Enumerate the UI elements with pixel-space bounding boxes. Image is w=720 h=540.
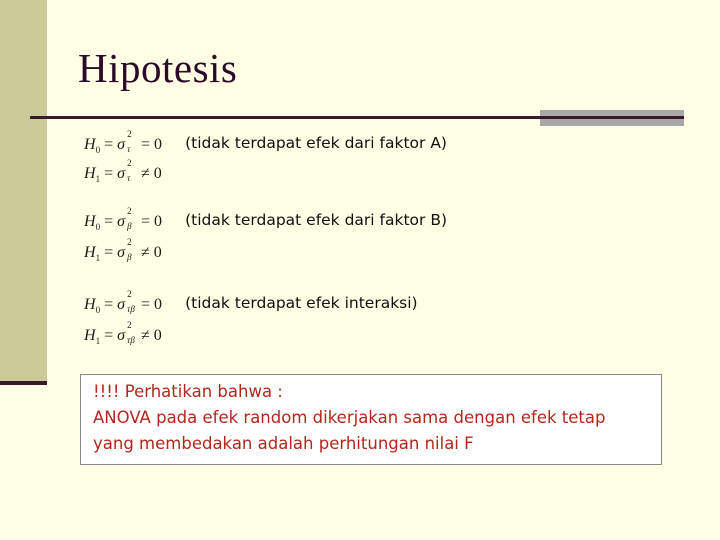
h1-equation: $H_1 = \sigma$ 2 β ≠ 0: [84, 237, 162, 263]
callout-line: !!!! Perhatikan bahwa :: [93, 382, 283, 401]
title-underline: [30, 116, 540, 119]
hypothesis-h1: [84, 237, 180, 266]
hypothesis-note: (tidak terdapat efek dari faktor A): [185, 134, 447, 152]
h0-equation: $H_0 = \sigma$ 2 β = 0: [84, 206, 163, 232]
h1-equation: $H_1 = \sigma$ 2 τ ≠ 0: [84, 158, 162, 184]
hypothesis-h0: [84, 206, 448, 235]
title-accent-line: [540, 116, 684, 119]
hypothesis-h0: [84, 129, 447, 158]
slide-sidebar-bar: [0, 0, 47, 385]
note-callout-box: [80, 374, 662, 465]
callout-line: ANOVA pada efek random dikerjakan sama dengan efek tetap: [93, 408, 606, 427]
callout-line: yang membedakan adalah perhitungan nilai F: [93, 434, 474, 453]
hypothesis-note: (tidak terdapat efek interaksi): [185, 294, 418, 312]
slide-title: Hipotesis: [78, 45, 238, 91]
hypothesis-h1: [84, 320, 180, 349]
hypothesis-note: (tidak terdapat efek dari faktor B): [185, 211, 448, 229]
slide-sidebar-cap: [0, 381, 47, 385]
hypothesis-h1: [84, 158, 180, 187]
hypothesis-h0: [84, 289, 418, 318]
h0-equation: $H_0 = \sigma$ 2 τ = 0: [84, 129, 163, 155]
h0-equation: $H_0 = \sigma$ 2 τβ = 0: [84, 289, 163, 315]
h1-equation: $H_1 = \sigma$ 2 τβ ≠ 0: [84, 320, 162, 346]
